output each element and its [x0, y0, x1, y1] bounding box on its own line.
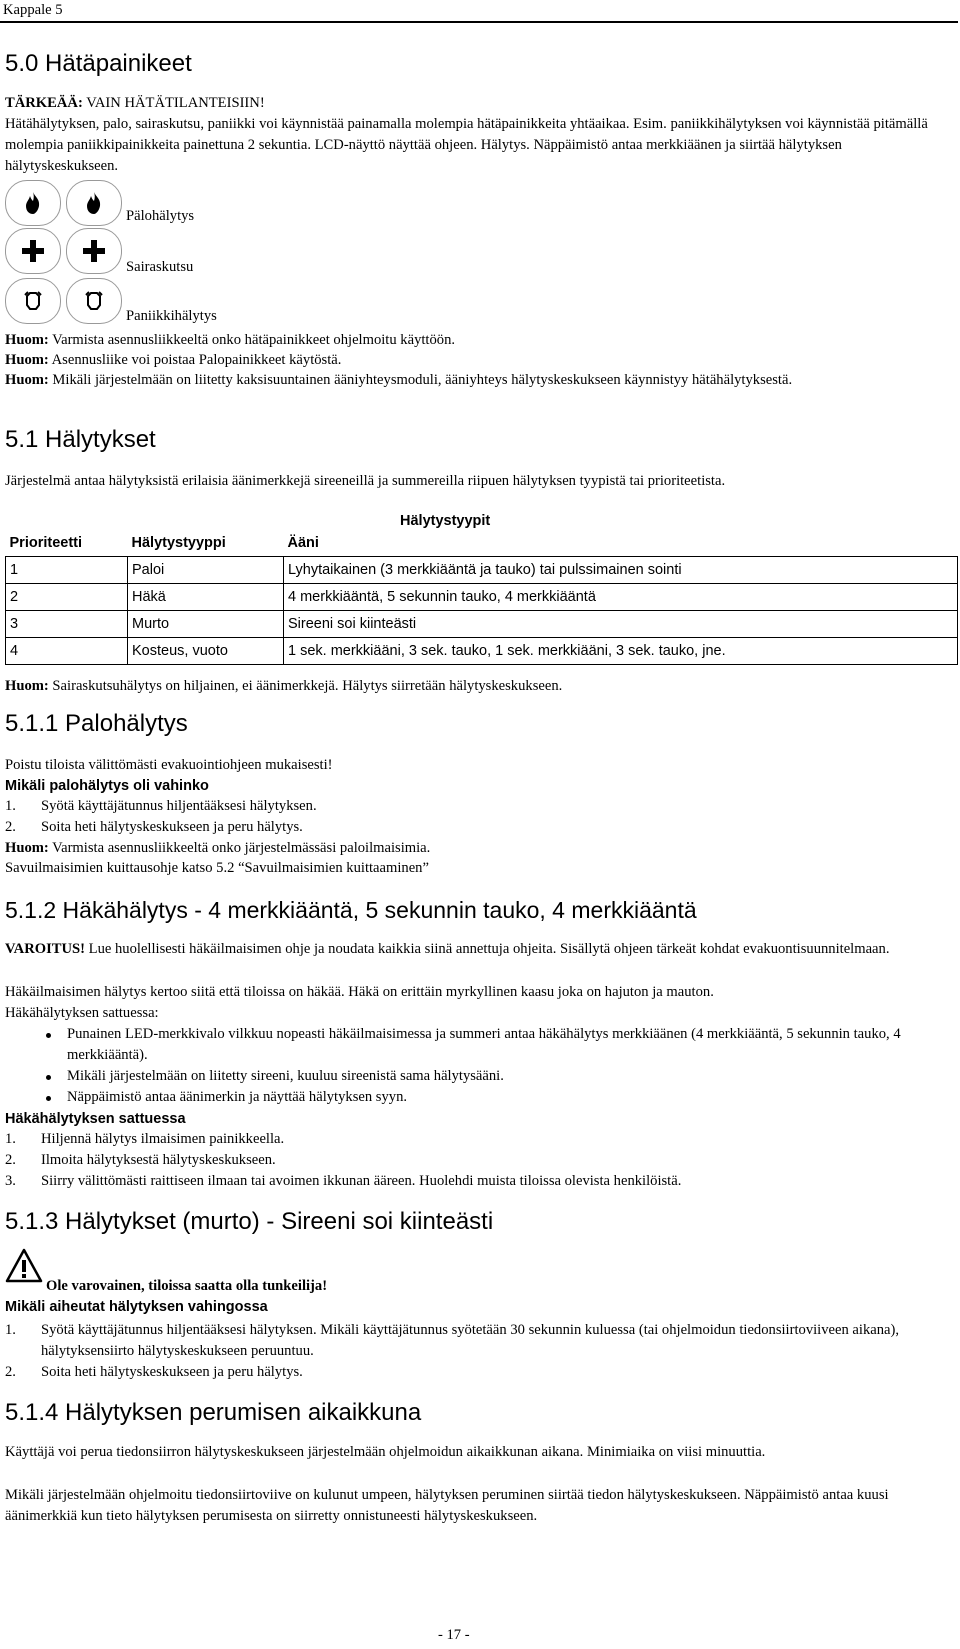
fire-button-left [5, 180, 61, 226]
table-cell: Paloi [128, 557, 284, 584]
list-item [5, 1320, 955, 1362]
bullet-icon [46, 1075, 51, 1080]
table-cell: 4 [6, 638, 128, 665]
table-cell: Murto [128, 611, 284, 638]
bullet-text: Punainen LED-merkkivalo vilkkuu nopeasti häkäilmaisimessa ja summeri antaa häkähälytys merkkiäänen (4 merkkiääntä, 5 sekunnin tauko, 4 merkkiääntä). [67, 1026, 901, 1063]
section-title-5-0: 5.0 Hätäpainikeet [5, 50, 192, 77]
step-number: 1. [5, 1131, 16, 1147]
step-number: 1. [5, 1322, 16, 1338]
subhead-false-fire: Mikäli palohälytys oli vahinko [5, 778, 209, 794]
section-title-5-1-2: 5.1.2 Häkähälytys - 4 merkkiääntä, 5 sekunnin tauko, 4 merkkiääntä [5, 897, 697, 923]
list-item [5, 1171, 955, 1192]
list-item [5, 1129, 955, 1150]
note-text: Sairaskutsuhälytys on hiljainen, ei äänimerkkejä. Hälytys siirretään hälytyskeskukseen. [48, 678, 563, 694]
step-text: Syötä käyttäjätunnus hiljentääksesi hälytyksen. [41, 798, 317, 814]
section-title-5-1-3: 5.1.3 Hälytykset (murto) - Sireeni soi kiinteästi [5, 1208, 494, 1235]
warning-label: VAROITUS! [5, 941, 86, 957]
list-item [5, 1150, 955, 1171]
table-row [6, 638, 958, 665]
section-title-5-1-1: 5.1.1 Palohälytys [5, 710, 188, 737]
smoke-detector-ref: Savuilmaisimien kuittausohje katso 5.2 “Savuilmaisimien kuittaaminen” [5, 860, 429, 876]
section-title-5-1-4: 5.1.4 Hälytyksen perumisen aikaikkuna [5, 1399, 422, 1426]
table-row [6, 584, 958, 611]
subhead-accidental: Mikäli aiheutat hälytyksen vahingossa [5, 1299, 268, 1315]
warning-icon [4, 1247, 44, 1285]
column-header: Hälytystyyppi [128, 530, 284, 557]
note-2 [5, 350, 955, 371]
panic-button-left [5, 278, 61, 324]
table-cell: 3 [6, 611, 128, 638]
step-text: Hiljennä hälytys ilmaisimen painikkeella. [41, 1131, 285, 1147]
note-3 [5, 370, 955, 391]
panic-icon [20, 288, 46, 314]
bullet-item [5, 1087, 955, 1108]
medical-button-left [5, 228, 61, 274]
table-cell: 2 [6, 584, 128, 611]
table-cell: Kosteus, vuoto [128, 638, 284, 665]
co-warning [5, 939, 955, 960]
bullet-item [5, 1066, 955, 1087]
step-text: Soita heti hälytyskeskukseen ja peru hälytys. [41, 819, 303, 835]
note-label: Huom: [5, 840, 49, 856]
co-when: Häkähälytyksen sattuessa: [5, 1005, 159, 1021]
bullet-text: Näppäimistö antaa äänimerkin ja näyttää hälytyksen syyn. [67, 1089, 408, 1105]
bullet-icon [46, 1096, 51, 1101]
list-item [5, 1362, 955, 1383]
note-label: Huom: [5, 332, 49, 348]
intro-paragraph: Hätähälytyksen, palo, sairaskutsu, paniikki voi käynnistää painamalla molempia hätäpainikkeita yhtäaikaa. Esim. paniikkihälytyksen voi käynnistää pitämällä molempia paniikkipainikkeita painettuna 2 sekuntia. LCD-näyttö näyttää ohjeen. Hälytys. Näppäimistö antaa merkkiäänen ja siirtää hälytyksen hälytyskeskukseen. [5, 116, 928, 174]
column-header: Prioriteetti [6, 530, 128, 557]
chapter-label: Kappale 5 [3, 2, 63, 18]
panic-alarm-label: Paniikkihälytys [126, 308, 217, 324]
step-text: Siirry välittömästi raittiseen ilmaan tai avoimen ikkunan ääreen. Huolehdi muista tiloissa olevista henkilöistä. [41, 1173, 682, 1189]
step-number: 3. [5, 1173, 16, 1189]
note-text: Varmista asennusliikkeeltä onko hätäpainikkeet ohjelmoitu käyttöön. [48, 332, 456, 348]
table-cell: Sireeni soi kiinteästi [284, 611, 958, 638]
panic-button-right [66, 278, 122, 324]
step-text: Ilmoita hälytyksestä hälytyskeskukseen. [41, 1152, 276, 1168]
cancel-window-p2: Mikäli järjestelmään ohjelmoitu tiedonsiirtoviive on kulunut umpeen, hälytyksen peruminen siirtää tiedon hälytyskeskukseen. Näppäimistö antaa kuusi äänimerkkiä kun tieto hälytyksen perumisesta on siirretty onnistuneesti hälytyskeskukseen. [5, 1487, 889, 1524]
table-cell: 1 sek. merkkiääni, 3 sek. tauko, 1 sek. merkkiääni, 3 sek. tauko, jne. [284, 638, 958, 665]
important-label: TÄRKEÄÄ: [5, 95, 83, 111]
step-text: Syötä käyttäjätunnus hiljentääksesi hälytyksen. Mikäli käyttäjätunnus syötetään 30 sekunnin kuluessa (tai ohjelmoidun tiedonsiirtoviiveen aikana), hälytyksensiirto hälytyskeskukseen peruuntuu. [41, 1322, 900, 1359]
step-text: Soita heti hälytyskeskukseen ja peru hälytys. [41, 1364, 303, 1380]
fire-note [5, 838, 955, 859]
table-cell: 4 merkkiääntä, 5 sekunnin tauko, 4 merkkiääntä [284, 584, 958, 611]
table-note [5, 676, 955, 697]
note-text: Varmista asennusliikkeeltä onko järjestelmässäsi paloilmaisimia. [48, 840, 431, 856]
evacuate-text: Poistu tiloista välittömästi evakuointiohjeen mukaisesti! [5, 757, 333, 773]
flame-icon [20, 190, 46, 216]
false-fire-steps [5, 796, 955, 838]
alarm-types-table [5, 530, 958, 665]
medical-alarm-label: Sairaskutsu [126, 259, 194, 275]
note-1 [5, 330, 955, 351]
co-steps [5, 1129, 955, 1192]
bullet-icon [46, 1033, 51, 1038]
flame-icon [81, 190, 107, 216]
panic-icon [81, 288, 107, 314]
important-text: VAIN HÄTÄTILANTEISIIN! [82, 95, 265, 111]
co-bullets [5, 1024, 955, 1108]
warning-text: Lue huolellisesti häkäilmaisimen ohje ja noudata kaikkia siinä annettuja ohjeita. Sisällytä ohjeen tärkeät kohdat evakuontisuunnitelmaan. [85, 941, 890, 957]
table-row [6, 557, 958, 584]
subhead-co: Häkähälytyksen sattuessa [5, 1111, 186, 1127]
table-row [6, 611, 958, 638]
bullet-text: Mikäli järjestelmään on liitetty sireeni, kuuluu sireenistä sama hälytysääni. [67, 1068, 504, 1084]
table-cell: 1 [6, 557, 128, 584]
plus-icon [20, 238, 46, 264]
table-caption: Hälytystyypit [400, 513, 491, 529]
page-number: - 17 - [438, 1627, 470, 1643]
fire-alarm-label: Pälohälytys [126, 208, 195, 224]
note-label: Huom: [5, 352, 49, 368]
step-number: 2. [5, 1152, 16, 1168]
important-line [5, 93, 955, 114]
step-number: 1. [5, 798, 16, 814]
note-label: Huom: [5, 372, 49, 388]
table-header-row [6, 530, 958, 557]
table-cell: Häkä [128, 584, 284, 611]
fire-button-right [66, 180, 122, 226]
medical-button-right [66, 228, 122, 274]
table-cell: Lyhytaikainen (3 merkkiääntä ja tauko) tai pulssimainen sointi [284, 557, 958, 584]
alarms-paragraph: Järjestelmä antaa hälytyksistä erilaisia äänimerkkejä sireeneillä ja summereilla riipuen hälytyksen tyypistä tai prioriteetista. [5, 473, 726, 489]
note-label: Huom: [5, 678, 49, 694]
step-number: 2. [5, 1364, 16, 1380]
accidental-steps [5, 1320, 955, 1383]
column-header: Ääni [284, 530, 958, 557]
header-rule [0, 21, 958, 23]
list-item [5, 796, 955, 817]
intruder-warning: Ole varovainen, tiloissa saatta olla tunkeilija! [46, 1278, 328, 1294]
section-title-5-1: 5.1 Hälytykset [5, 426, 156, 453]
list-item [5, 817, 955, 838]
bullet-item [5, 1024, 955, 1066]
note-text: Asennusliike voi poistaa Palopainikkeet käytöstä. [48, 352, 342, 368]
co-info: Häkäilmaisimen hälytys kertoo siitä että tiloissa on häkää. Häkä on erittäin myrkyllinen kaasu joka on hajuton ja mauton. [5, 984, 714, 1000]
step-number: 2. [5, 819, 16, 835]
cancel-window-p1: Käyttäjä voi perua tiedonsiirron hälytyskeskukseen järjestelmään ohjelmoidun aikaikkunan aikana. Minimiaika on viisi minuuttia. [5, 1444, 766, 1460]
plus-icon [81, 238, 107, 264]
note-text: Mikäli järjestelmään on liitetty kaksisuuntainen ääniyhteysmoduli, ääniyhteys hälytyskeskukseen käynnistyy hätähälytyksestä. [48, 372, 793, 388]
